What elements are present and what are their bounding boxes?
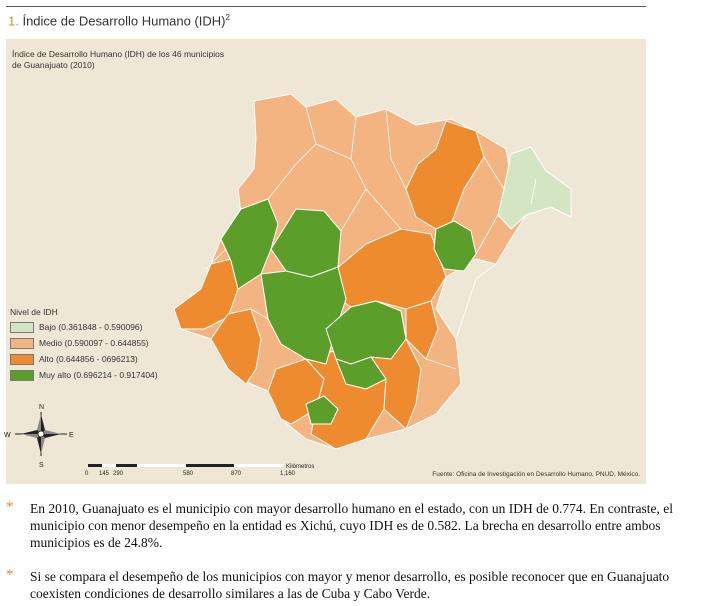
legend-swatch (10, 338, 34, 349)
legend-swatch (10, 322, 34, 333)
map-legend (10, 307, 158, 383)
map-subtitle-line2: de Guanajuato (2010) (12, 60, 95, 70)
scale-tick-label: 145 (99, 471, 110, 477)
scale-tick-label: 580 (183, 471, 194, 477)
legend-label: Medio (0.590097 - 0.644855) (39, 338, 149, 348)
scale-bar (85, 464, 314, 477)
scale-tick-label: 0 (85, 471, 89, 477)
scale-unit: Kilómetros (286, 464, 315, 470)
compass-e: E (69, 432, 74, 439)
title-text: Índice de Desarrollo Humano (IDH) (22, 13, 226, 29)
bullet-marker: * (6, 499, 14, 515)
legend-swatch (10, 370, 34, 381)
title-number: 1. (8, 13, 19, 29)
source-note: Fuente: Oficina de Investigación en Desarrollo Humano, PNUD, México. (432, 471, 640, 478)
map-panel (6, 39, 646, 484)
bullet-text: Si se compara el desempeño de los municipios con mayor y menor desarrollo, es posible reconocer que en Guanajuato coexisten condiciones de desarrollo similares a las de Cuba y Cabo Verde. (30, 569, 670, 601)
scale-tick-label: 290 (113, 471, 124, 477)
legend-item (10, 351, 158, 367)
bullet-text: En 2010, Guanajuato es el municipio con mayor desarrollo humano en el estado, con un IDH de 0.774. En contraste, el municipio con menor desempeño en la entidad es Xichú, cuyo IDH es de 0.582. La brecha en desarrollo entre ambos municipios es de 24.8%. (30, 501, 673, 550)
municipal-border (456, 264, 496, 339)
municipality-map (6, 39, 646, 484)
legend-item (10, 335, 158, 351)
page-title (8, 13, 230, 28)
bullet-paragraph-1 (6, 500, 696, 551)
legend-label: Alto (0.644856 - 0696213) (39, 354, 138, 364)
scale-tick-label: 1,160 (280, 471, 296, 477)
legend-item (10, 367, 158, 383)
bullet-paragraph-2 (6, 568, 696, 602)
scale-tick-label: 870 (231, 471, 242, 477)
bullet-marker: * (6, 567, 14, 583)
legend-title: Nivel de IDH (10, 307, 58, 317)
legend-swatch (10, 354, 34, 365)
compass-rose (4, 404, 74, 469)
title-footnote: 2 (225, 13, 230, 22)
compass-s: S (39, 462, 44, 469)
legend-label: Muy alto (0.696214 - 0.917404) (39, 370, 158, 380)
legend-label: Bajo (0.361848 - 0.590096) (39, 322, 143, 332)
legend-item (10, 319, 158, 335)
map-subtitle-line1: Índice de Desarrollo Humano (IDH) de los 46 municipios (12, 49, 225, 59)
compass-w: W (4, 432, 11, 439)
header-bar (6, 6, 646, 32)
compass-n: N (39, 404, 45, 411)
